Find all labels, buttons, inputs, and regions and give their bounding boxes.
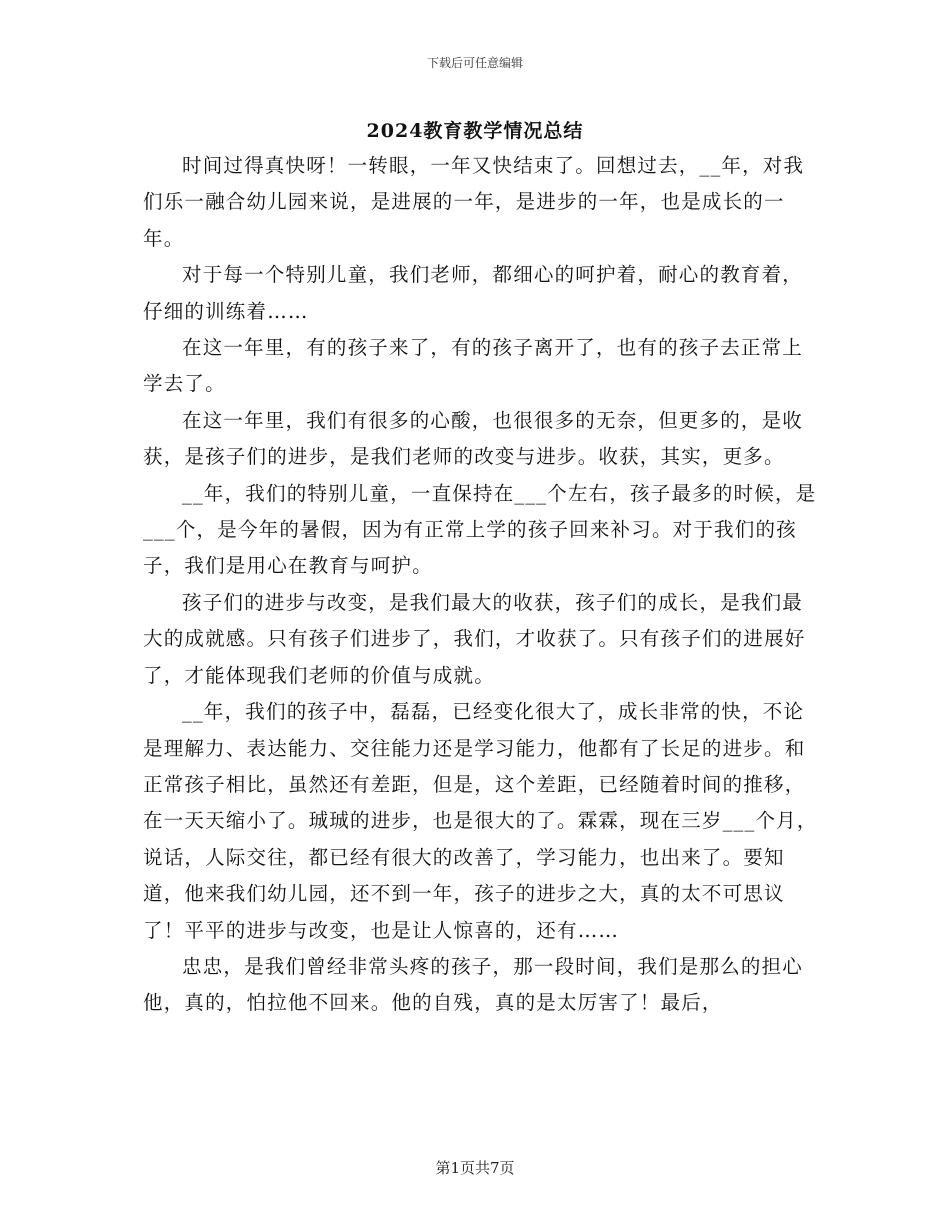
page-footer: 第1页共7页 — [435, 1159, 515, 1177]
document-body — [143, 148, 823, 1022]
paragraph: 在这一年里，我们有很多的心酸，也很很多的无奈，但更多的，是收获，是孩子们的进步，是我们老师的改变与进步。收获，其实，更多。 — [143, 408, 804, 469]
document-title: 2024教育教学情况总结 — [366, 120, 584, 142]
paragraph: 孩子们的进步与改变，是我们最大的收获，孩子们的成长，是我们最大的成就感。只有孩子们进步了，我们，才收获了。只有孩子们的进展好了，才能体现我们老师的价值与成就。 — [143, 590, 806, 687]
header-note: 下载后可任意编辑 — [426, 56, 523, 70]
paragraph: 忠忠，是我们曾经非常头疼的孩子，那一段时间，我们是那么的担心他，真的，怕拉他不回来。他的自残，真的是太厉害了！最后， — [143, 954, 804, 1015]
paragraph: 对于每一个特别儿童，我们老师，都细心的呵护着，耐心的教育着，仔细的训练着…… — [143, 263, 804, 323]
paragraph: 时间过得真快呀！一转眼，一年又快结束了。回想过去，__年，对我们乐一融合幼儿园来说，是进展的一年，是进步的一年，也是成长的一年。 — [143, 154, 805, 250]
paragraph: __年，我们的孩子中，磊磊，已经变化很大了，成长非常的快，不论是理解力、表达能力、交往能力还是学习能力，他都有了长足的进步。和正常孩子相比，虽然还有差距，但是，这个差距，已经随着时间的推移，在一天天缩小了。珹珹的进步，也是很大的了。霖霖，现在三岁___个月，说话，人际交往，都已经有很大的改善了，学习能力，也出来了。要知道，他来我们幼儿园，还不到一年，孩子的进步之大，真的太不可思议了！平平的进步与改变，也是让人惊喜的，还有…… — [143, 700, 818, 942]
paragraph: 在这一年里，有的孩子来了，有的孩子离开了，也有的孩子去正常上学去了。 — [143, 336, 804, 396]
paragraph: __年，我们的特别儿童，一直保持在___个左右，孩子最多的时候，是___个，是今年的暑假，因为有正常上学的孩子回来补习。对于我们的孩子，我们是用心在教育与呵护。 — [143, 481, 817, 578]
